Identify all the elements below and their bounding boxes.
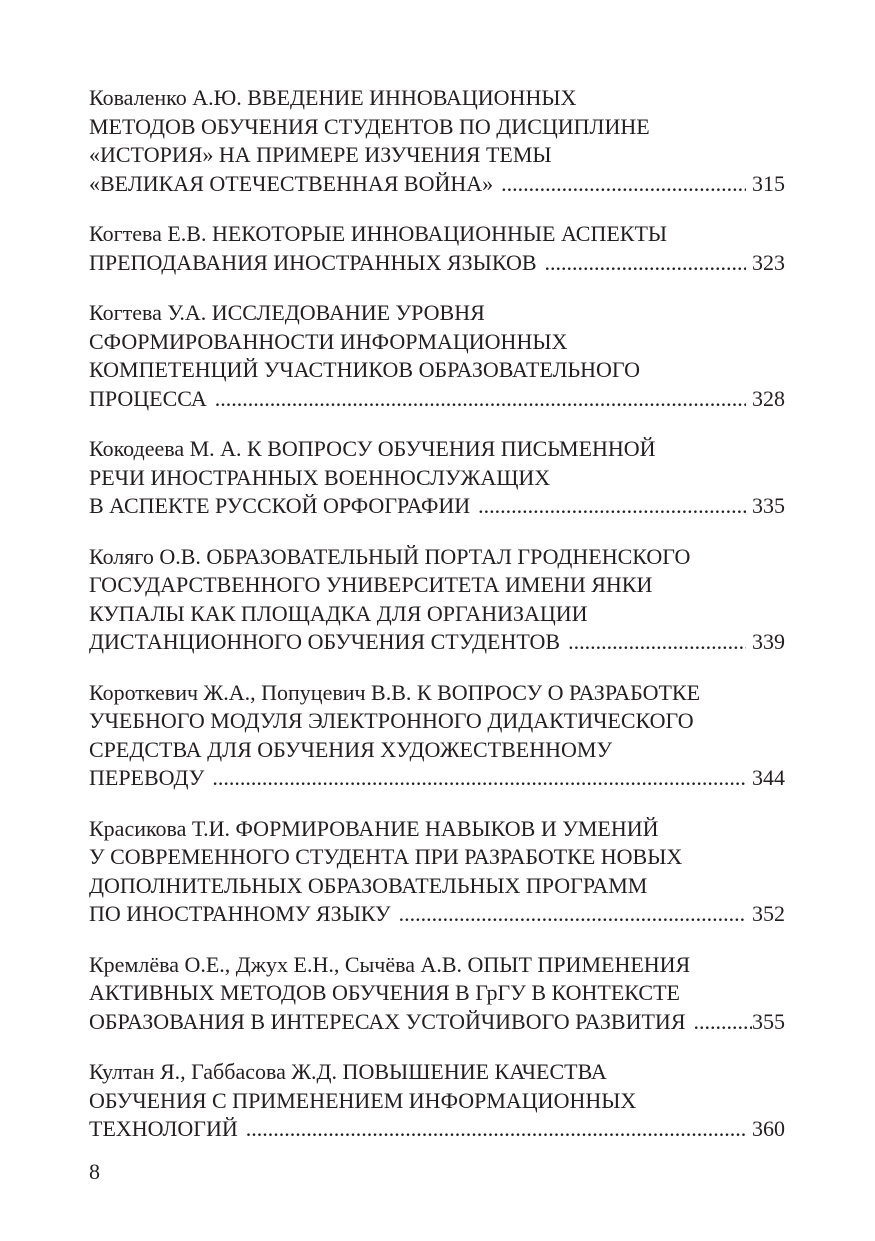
toc-entry-line: Короткевич Ж.А., Попуцевич В.В. К ВОПРОСУ О РАЗРАБОТКЕ — [89, 679, 701, 705]
dot-leader — [694, 1008, 753, 1037]
dot-leader — [478, 492, 746, 521]
toc-entry-line: ПО ИНОСТРАННОМУ ЯЗЫКУ — [89, 901, 391, 926]
toc-entry-line: Кокодеева М. А. К ВОПРОСУ ОБУЧЕНИЯ ПИСЬМЕННОЙ — [89, 436, 656, 461]
toc-entry-line: Когтева Е.В. НЕКОТОРЫЕ ИННОВАЦИОННЫЕ АСПЕКТЫ — [89, 221, 668, 246]
toc-entry-line: «ИСТОРИЯ» НА ПРИМЕРЕ ИЗУЧЕНИЯ ТЕМЫ — [89, 142, 552, 167]
toc-page-number: 323 — [752, 249, 785, 275]
toc-entry-line: У СОВРЕМЕННОГО СТУДЕНТА ПРИ РАЗРАБОТКЕ НОВЫХ — [89, 844, 683, 869]
dot-leader — [212, 764, 746, 793]
dot-leader — [568, 628, 746, 657]
toc-entry-line: «ВЕЛИКАЯ ОТЕЧЕСТВЕННАЯ ВОЙНА» — [89, 170, 494, 196]
toc-entry-line: ТЕХНОЛОГИЙ — [89, 1116, 238, 1141]
toc-entry[interactable] — [89, 679, 785, 793]
toc-entry[interactable] — [89, 1058, 785, 1144]
toc-entry-last-line — [89, 1008, 785, 1037]
toc-entry-last-line — [89, 628, 785, 657]
toc-entry-last-line — [89, 249, 785, 278]
toc-entry-line: СРЕДСТВА ДЛЯ ОБУЧЕНИЯ ХУДОЖЕСТВЕННОМУ — [89, 736, 613, 762]
dot-leader — [545, 249, 746, 278]
toc-entry-line: ОБУЧЕНИЯ С ПРИМЕНЕНИЕМ ИНФОРМАЦИОННЫХ — [89, 1087, 637, 1113]
toc-entry-last-line — [89, 900, 785, 929]
toc-entry-last-line — [89, 492, 785, 521]
toc-entry-line: ПРЕПОДАВАНИЯ ИНОСТРАННЫХ ЯЗЫКОВ — [89, 249, 537, 275]
toc-entry-line: Когтева У.А. ИССЛЕДОВАНИЕ УРОВНЯ — [89, 300, 485, 325]
dot-leader — [246, 1115, 746, 1144]
toc-entry-line: Коляго О.В. ОБРАЗОВАТЕЛЬНЫЙ ПОРТАЛ ГРОДНЕНСКОГО — [89, 543, 691, 569]
toc-entry-last-line — [89, 385, 785, 414]
toc-entry[interactable] — [89, 543, 785, 657]
toc-entry-last-line — [89, 170, 785, 199]
toc-entry[interactable] — [89, 435, 785, 521]
toc-entry-line: ПЕРЕВОДУ — [89, 765, 205, 790]
toc-entry-last-line — [89, 1115, 785, 1144]
toc-page-number: 315 — [752, 170, 785, 196]
toc-page-number: 328 — [752, 385, 785, 411]
toc-entry-line: КУПАЛЫ КАК ПЛОЩАДКА ДЛЯ ОРГАНИЗАЦИИ — [89, 600, 588, 626]
toc-entry-line: ОБРАЗОВАНИЯ В ИНТЕРЕСАХ УСТОЙЧИВОГО РАЗВИТИЯ — [89, 1008, 686, 1034]
toc-entry-line: АКТИВНЫХ МЕТОДОВ ОБУЧЕНИЯ В ГрГУ В КОНТЕКСТЕ — [89, 980, 680, 1005]
table-of-contents — [89, 84, 785, 1166]
toc-entry[interactable] — [89, 84, 785, 198]
toc-page-number: 360 — [752, 1116, 785, 1141]
toc-page-number: 355 — [752, 1008, 785, 1034]
toc-entry-line: Коваленко А.Ю. ВВЕДЕНИЕ ИННОВАЦИОННЫХ — [89, 85, 577, 110]
toc-entry-line: Култан Я., Габбасова Ж.Д. ПОВЫШЕНИЕ КАЧЕСТВА — [89, 1059, 607, 1084]
toc-entry-line: ДИСТАНЦИОННОГО ОБУЧЕНИЯ СТУДЕНТОВ — [89, 629, 561, 654]
dot-leader — [501, 170, 746, 199]
toc-entry-line: Красикова Т.И. ФОРМИРОВАНИЕ НАВЫКОВ И УМЕНИЙ — [89, 815, 659, 841]
toc-entry-line: Кремлёва О.Е., Джух Е.Н., Сычёва А.В. ОПЫТ ПРИМЕНЕНИЯ — [89, 951, 691, 977]
toc-entry-line: В АСПЕКТЕ РУССКОЙ ОРФОГРАФИИ — [89, 493, 471, 518]
dot-leader — [215, 385, 746, 414]
toc-entry-line: ПРОЦЕССА — [89, 385, 207, 411]
toc-page-number: 339 — [752, 629, 785, 654]
toc-entry-line: УЧЕБНОГО МОДУЛЯ ЭЛЕКТРОННОГО ДИДАКТИЧЕСКОГО — [89, 708, 694, 733]
toc-entry[interactable] — [89, 815, 785, 929]
toc-entry-line: СФОРМИРОВАННОСТИ ИНФОРМАЦИОННЫХ — [89, 328, 568, 354]
dot-leader — [399, 900, 746, 929]
toc-entry-last-line — [89, 764, 785, 793]
page-number: 8 — [89, 1159, 100, 1184]
toc-page-number: 344 — [752, 765, 785, 790]
toc-entry[interactable] — [89, 951, 785, 1037]
toc-entry-line: ГОСУДАРСТВЕННОГО УНИВЕРСИТЕТА ИМЕНИ ЯНКИ — [89, 572, 653, 597]
toc-page-number: 352 — [752, 901, 785, 926]
toc-entry-line: ДОПОЛНИТЕЛЬНЫХ ОБРАЗОВАТЕЛЬНЫХ ПРОГРАММ — [89, 872, 648, 898]
toc-entry-line: КОМПЕТЕНЦИЙ УЧАСТНИКОВ ОБРАЗОВАТЕЛЬНОГО — [89, 357, 640, 382]
toc-page-number: 335 — [752, 493, 785, 518]
toc-entry-line: РЕЧИ ИНОСТРАННЫХ ВОЕННОСЛУЖАЩИХ — [89, 464, 551, 490]
toc-entry[interactable] — [89, 220, 785, 277]
toc-entry-line: МЕТОДОВ ОБУЧЕНИЯ СТУДЕНТОВ ПО ДИСЦИПЛИНЕ — [89, 113, 650, 139]
toc-entry[interactable] — [89, 299, 785, 413]
